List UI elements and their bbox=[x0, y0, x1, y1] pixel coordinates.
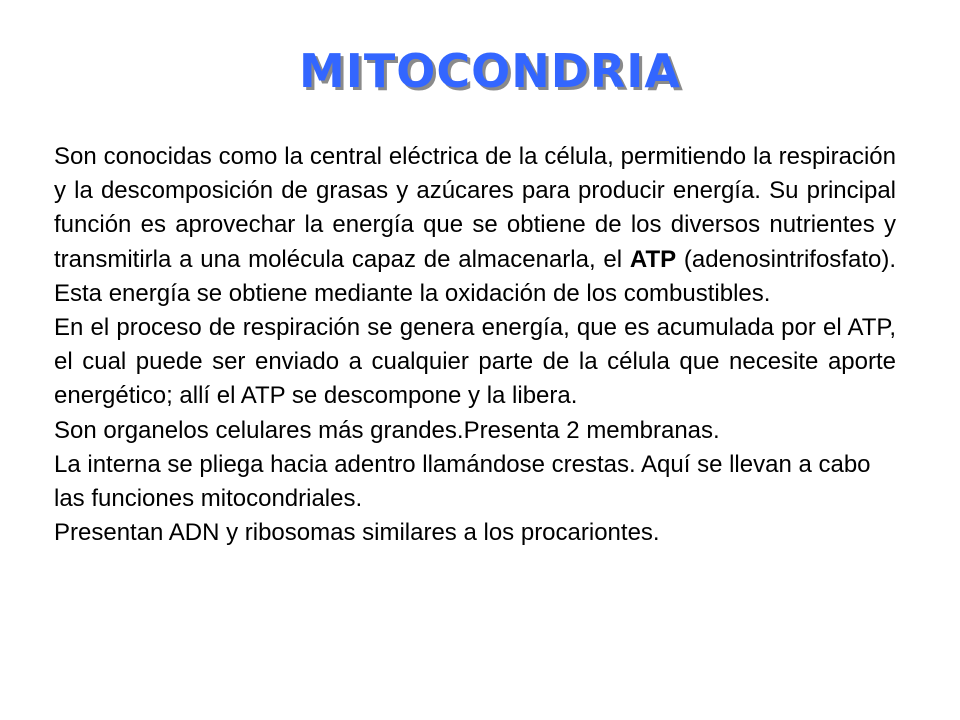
slide-body bbox=[54, 140, 896, 550]
paragraph-intro bbox=[54, 140, 896, 311]
paragraph-respiration: En el proceso de respiración se genera energía, que es acumulada por el ATP, el cual puede ser enviado a cualquier parte de la célula que necesite aporte energético; allí el ATP se descompone y la libera. bbox=[54, 314, 896, 410]
paragraph-organelles: Son organelos celulares más grandes.Presenta 2 membranas. bbox=[54, 416, 720, 444]
paragraph-intro-text-2: (adenosintrifosfato). Esta energía se obtiene mediante la oxidación de los combustibles. bbox=[54, 245, 897, 307]
paragraph-intro-text-1: Son conocidas como la central eléctrica de la célula, permitiendo la respiración y la descomposición de grasas y azúcares para producir energía. Su principal función es aprovechar la energía que se obtiene de los diversos nutrientes y transmitirla a una molécula capaz de almacenarla, el bbox=[54, 143, 896, 273]
paragraph-crests: La interna se pliega hacia adentro llamándose crestas. Aquí se llevan a cabo las funciones mitocondriales. bbox=[54, 450, 871, 513]
slide-title: MITOCONDRIA bbox=[298, 44, 682, 98]
atp-bold-term: ATP bbox=[629, 245, 677, 273]
paragraph-dna: Presentan ADN y ribosomas similares a los procariontes. bbox=[54, 519, 660, 547]
